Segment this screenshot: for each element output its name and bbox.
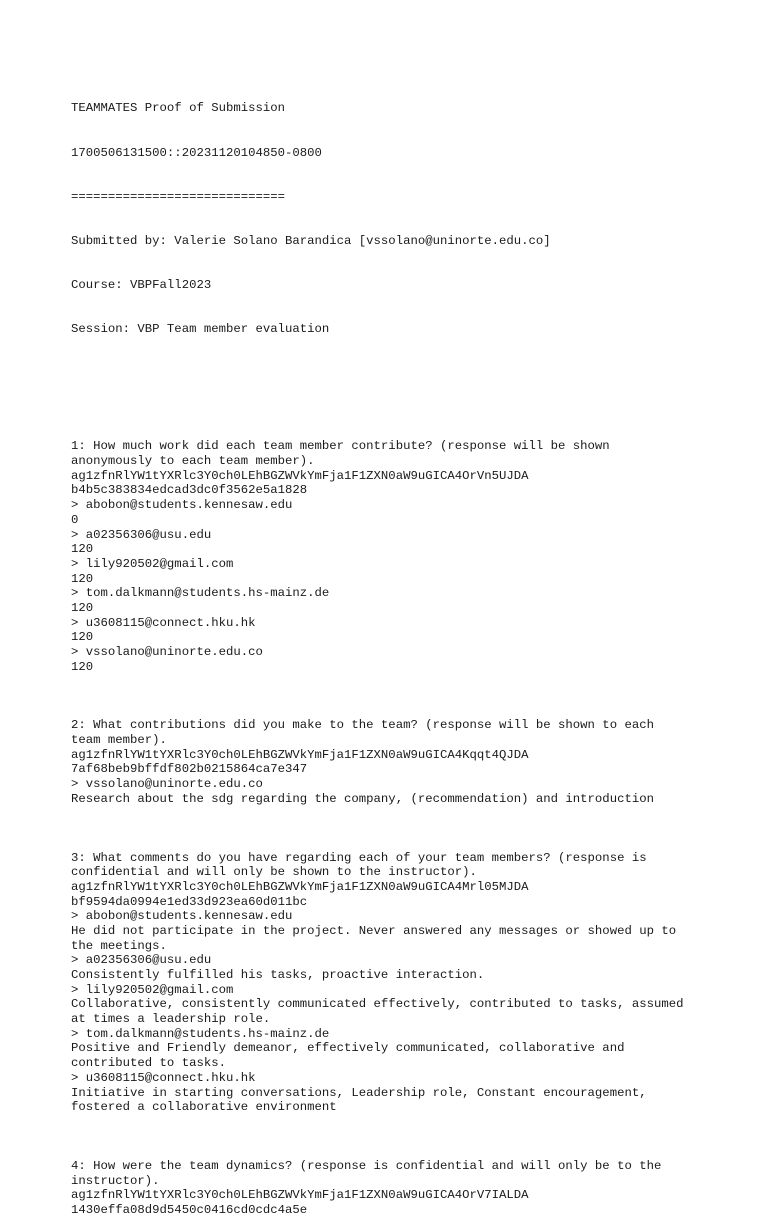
question-2-line: Research about the sdg regarding the company, (recommendation) and introduction — [71, 791, 654, 806]
question-3-line: ag1zfnRlYW1tYXRlc3Y0ch0LEhBGZWVkYmFja1F1ZXN0aW9uGICA4Mrl05MJDA — [71, 879, 529, 894]
question-4-line: instructor). — [71, 1173, 160, 1188]
question-1-line: 1: How much work did each team member contribute? (response will be shown — [71, 439, 610, 454]
question-4-line: 4: How were the team dynamics? (response is confidential and will only be to the — [71, 1158, 662, 1173]
question-3-line: Collaborative, consistently communicated effectively, contributed to tasks, assumed — [71, 997, 684, 1012]
document-title: TEAMMATES Proof of Submission — [71, 101, 286, 116]
question-block-1 — [71, 439, 751, 674]
question-1-line: 120 — [71, 600, 94, 615]
question-1-line: > abobon@students.kennesaw.edu — [71, 498, 293, 513]
question-block-4 — [71, 1159, 751, 1218]
question-1-line: 120 — [71, 630, 94, 645]
question-3-line: bf9594da0994e1ed33d923ea60d011bc — [71, 894, 308, 909]
question-3-line: confidential and will only be shown to the instructor). — [71, 865, 477, 880]
question-1-line: 120 — [71, 542, 94, 557]
question-1-line: > tom.dalkmann@students.hs-mainz.de — [71, 586, 330, 601]
question-3-line: 3: What comments do you have regarding each of your team members? (response is — [71, 850, 647, 865]
question-2-line: 7af68beb9bffdf802b0215864ca7e347 — [71, 762, 308, 777]
questions-list — [71, 439, 751, 1217]
separator-line: ============================= — [71, 189, 286, 204]
question-1-line: 120 — [71, 659, 94, 674]
question-3-line: > abobon@students.kennesaw.edu — [71, 909, 293, 924]
question-2-line: > vssolano@uninorte.edu.co — [71, 777, 263, 792]
submission-id: 1700506131500::20231120104850-0800 — [71, 145, 322, 160]
question-1-line: ag1zfnRlYW1tYXRlc3Y0ch0LEhBGZWVkYmFja1F1ZXN0aW9uGICA4OrVn5UJDA — [71, 468, 529, 483]
question-1-line: 120 — [71, 571, 94, 586]
question-3-line: > tom.dalkmann@students.hs-mainz.de — [71, 1026, 330, 1041]
course-line: Course: VBPFall2023 — [71, 277, 212, 292]
question-3-line: contributed to tasks. — [71, 1056, 226, 1071]
question-1-line: b4b5c383834edcad3dc0f3562e5a1828 — [71, 483, 308, 498]
question-3-line: at times a leadership role. — [71, 1012, 271, 1027]
question-1-line: > lily920502@gmail.com — [71, 556, 234, 571]
question-2-line: ag1zfnRlYW1tYXRlc3Y0ch0LEhBGZWVkYmFja1F1ZXN0aW9uGICA4Kqqt4QJDA — [71, 747, 529, 762]
question-2-line: 2: What contributions did you make to the team? (response will be shown to each — [71, 718, 654, 733]
question-4-line: 1430effa08d9d5450c0416cd0cdc4a5e — [71, 1202, 308, 1217]
question-block-3 — [71, 851, 751, 1115]
question-3-line: the meetings. — [71, 938, 167, 953]
question-1-line: > vssolano@uninorte.edu.co — [71, 645, 263, 659]
question-block-2 — [71, 718, 751, 806]
question-3-line: > a02356306@usu.edu — [71, 953, 212, 968]
question-1-line: > a02356306@usu.edu — [71, 527, 212, 542]
question-3-line: Initiative in starting conversations, Leadership role, Constant encouragement, — [71, 1085, 647, 1100]
question-3-line: He did not participate in the project. Never answered any messages or showed up to — [71, 923, 677, 938]
submitted-by: Submitted by: Valerie Solano Barandica [vssolano@uninorte.edu.co] — [71, 233, 551, 248]
question-3-line: fostered a collaborative environment — [71, 1100, 337, 1115]
question-1-line: 0 — [71, 512, 79, 527]
question-4-line: ag1zfnRlYW1tYXRlc3Y0ch0LEhBGZWVkYmFja1F1ZXN0aW9uGICA4OrV7IALDA — [71, 1188, 529, 1203]
question-3-line: > u3608115@connect.hku.hk — [71, 1070, 256, 1085]
question-1-line: > u3608115@connect.hku.hk — [71, 615, 256, 630]
question-2-line: team member). — [71, 733, 167, 748]
proof-document — [71, 72, 751, 1232]
question-3-line: Positive and Friendly demeanor, effectively communicated, collaborative and — [71, 1041, 625, 1056]
session-line: Session: VBP Team member evaluation — [71, 321, 330, 336]
question-3-line: > lily920502@gmail.com — [71, 982, 234, 997]
question-3-line: Consistently fulfilled his tasks, proactive interaction. — [71, 968, 485, 982]
question-1-line: anonymously to each team member). — [71, 454, 315, 469]
